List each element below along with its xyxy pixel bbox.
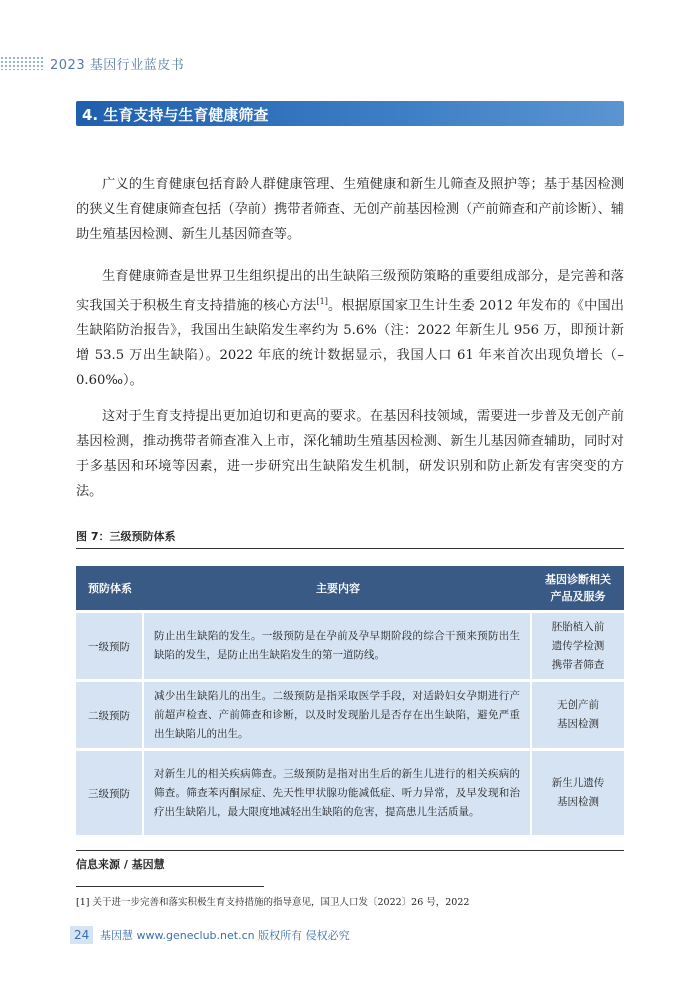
figure-title: 图 7：三级预防体系	[76, 530, 176, 543]
header-prevention-system: 预防体系	[76, 566, 144, 610]
figure-bottom-rule	[76, 850, 624, 851]
paragraph-3: 这对于生育支持提出更加迫切和更高的要求。在基因科技领域，需要进一步普及无创产前基因检测，推动携带者筛查准入上市，深化辅助生殖基因检测、新生儿基因筛查辅助，同时对于多基因和环境等因素，进一步研究出生缺陷发生机制，研发识别和防止新发有害突变的方法。	[76, 409, 624, 499]
header-products-line1: 基因诊断相关	[545, 573, 611, 586]
prevention-level: 一级预防	[76, 613, 144, 679]
header-products-services	[532, 566, 624, 610]
prevention-level: 三级预防	[76, 751, 144, 835]
table-row	[76, 613, 624, 679]
prevention-level: 二级预防	[76, 682, 144, 748]
product-line: 新生儿遗传	[551, 777, 605, 789]
paragraph-2-part-a: 生育健康筛查是世界卫生组织提出的出生缺陷三级预防策略的重要组成部分，是完善和落实我国关于积极生育支持措施的核心方法	[76, 269, 624, 314]
paragraph-2-part-b: 。根据原国家卫生计生委 2012 年发布的《中国出生缺陷防治报告》，我国出生缺陷发生率约为 5.6%（注：2022 年新生儿 956 万，即预计新增 53.5 万出生缺陷）。2022 年底的统计数据显示，我国人口 61 年来首次出现负增长（–0.60‰）。	[76, 298, 624, 389]
footer-text[interactable]: 基因慧 www.geneclub.net.cn 版权所有 侵权必究	[100, 929, 350, 942]
figure-top-rule	[76, 548, 624, 549]
prevention-table	[76, 563, 624, 838]
product-line: 胚胎植入前	[551, 620, 605, 633]
prevention-content: 减少出生缺陷儿的出生。二级预防是指采取医学手段，对适龄妇女孕期进行产前超声检查、产前筛查和诊断，以及时发现胎儿是否存在出生缺陷，避免严重出生缺陷儿的出生。	[144, 682, 532, 748]
table-row	[76, 682, 624, 748]
product-line: 携带者筛查	[551, 658, 605, 671]
paragraph-1: 广义的生育健康包括育龄人群健康管理、生殖健康和新生儿筛查及照护等；基于基因检测的狭义生育健康筛查包括（孕前）携带者筛查、无创产前基因检测（产前筛查和产前诊断）、辅助生殖基因检测、新生儿基因筛查等。	[76, 177, 624, 242]
header-title: 2023 基因行业蓝皮书	[50, 58, 185, 73]
footnote-rule	[76, 886, 264, 887]
product-line: 无创产前	[557, 699, 599, 711]
prevention-content: 防止出生缺陷的发生。一级预防是在孕前及孕早期阶段的综合干预来预防出生缺陷的发生，是防止出生缺陷发生的第一道防线。	[144, 613, 532, 679]
product-line: 遗传学检测	[551, 639, 605, 652]
prevention-products	[532, 682, 624, 748]
page-footer	[70, 926, 470, 944]
figure-source: 信息来源 / 基因慧	[76, 858, 165, 871]
prevention-products	[532, 751, 624, 835]
footnote-reference[interactable]: [1]	[316, 297, 328, 306]
section-title-bar	[76, 101, 624, 126]
footnote: [1] 关于进一步完善和落实积极生育支持措施的指导意见，国卫人口发〔2022〕26 号，2022	[76, 897, 470, 908]
paragraph-2	[76, 264, 624, 393]
prevention-content: 对新生儿的相关疾病筛查。三级预防是指对出生后的新生儿进行的相关疾病的筛查。筛查苯丙酮尿症、先天性甲状腺功能减低症、听力异常，及早发现和治疗出生缺陷儿，最大限度地减轻出生缺陷的危害，提高患儿生活质量。	[144, 751, 532, 835]
header-dot-pattern	[0, 56, 44, 70]
running-header	[0, 54, 699, 74]
page-number: 24	[70, 926, 93, 944]
table-row	[76, 751, 624, 835]
prevention-products	[532, 613, 624, 679]
header-main-content: 主要内容	[144, 566, 532, 610]
product-line: 基因检测	[557, 796, 599, 808]
header-products-line2: 产品及服务	[550, 590, 606, 603]
product-line: 基因检测	[557, 718, 599, 730]
table-header-row	[76, 566, 624, 610]
section-title: 4. 生育支持与生育健康筛查	[82, 106, 269, 124]
